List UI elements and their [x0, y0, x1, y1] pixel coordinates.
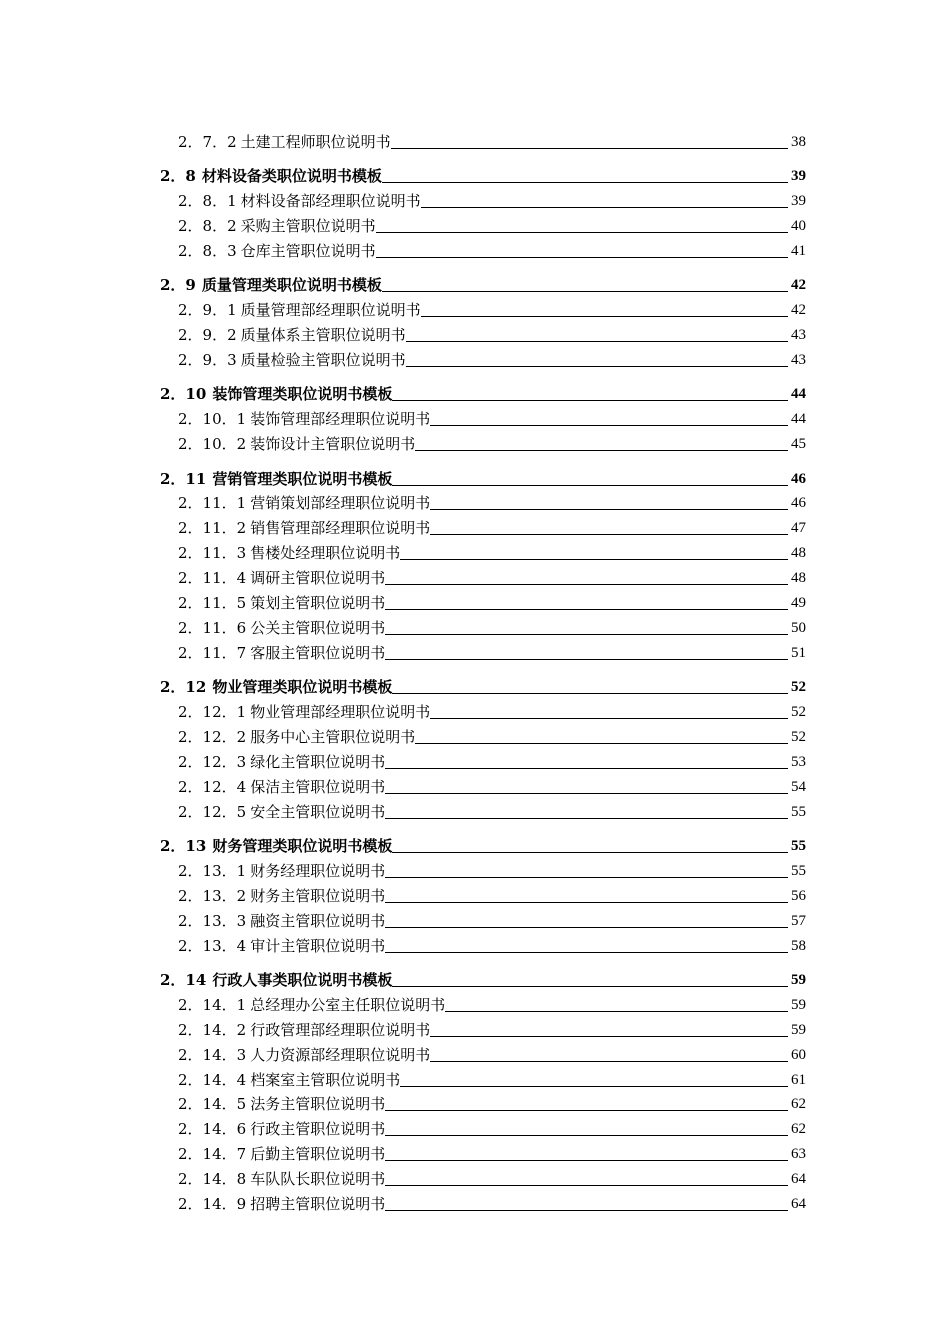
toc-entry-title: 质量管理部经理职位说明书 [240, 301, 421, 320]
toc-entry-number: 2．14．2 [178, 1020, 247, 1039]
toc-subsection-entry[interactable] [160, 319, 806, 344]
toc-entry-number: 2．8．1 [178, 192, 237, 211]
toc-entry-title: 档案室主管职位说明书 [250, 1070, 401, 1089]
toc-leader-line [430, 533, 788, 535]
toc-leader-line [421, 315, 788, 317]
toc-leader-line [385, 583, 788, 585]
toc-subsection-entry[interactable] [160, 488, 806, 513]
toc-entry-title: 行政管理部经理职位说明书 [250, 1020, 431, 1039]
toc-entry-title: 物业管理部经理职位说明书 [250, 703, 431, 722]
toc-entry-title: 质量检验主管职位说明书 [240, 351, 406, 370]
toc-entry-number: 2．14．6 [178, 1120, 247, 1139]
toc-entry-title: 销售管理部经理职位说明书 [250, 519, 431, 538]
toc-leader-line [382, 290, 788, 292]
toc-leader-line [430, 717, 788, 719]
toc-entry-page-number: 47 [791, 520, 806, 537]
toc-leader-line [385, 876, 788, 878]
toc-entry-number: 2．8．3 [178, 241, 237, 260]
toc-entry-page-number: 55 [791, 862, 806, 879]
toc-leader-line [415, 742, 788, 744]
toc-leader-line [385, 951, 788, 953]
toc-leader-line [385, 926, 788, 928]
toc-entry-number: 2．11 [160, 469, 207, 488]
toc-entry-page-number: 63 [791, 1146, 806, 1163]
toc-leader-line [391, 147, 788, 149]
toc-entry-page-number: 52 [791, 679, 806, 696]
toc-entry-number: 2．10 [160, 385, 207, 404]
toc-leader-line [385, 767, 788, 769]
toc-entry-number: 2．12．3 [178, 752, 247, 771]
toc-leader-line [392, 399, 788, 401]
toc-section-entry[interactable] [160, 160, 806, 185]
toc-entry-title: 装饰管理部经理职位说明书 [250, 410, 431, 429]
toc-entry-number: 2．14．1 [178, 995, 247, 1014]
toc-entry-page-number: 59 [791, 972, 806, 988]
toc-entry-page-number: 38 [791, 133, 806, 150]
toc-subsection-entry[interactable] [160, 1163, 806, 1188]
toc-entry-title: 客服主管职位说明书 [250, 643, 386, 662]
toc-leader-line [400, 1085, 788, 1087]
toc-leader-line [392, 692, 788, 694]
toc-entry-page-number: 46 [791, 495, 806, 512]
toc-entry-number: 2．14．3 [178, 1045, 247, 1064]
toc-subsection-entry[interactable] [160, 696, 806, 721]
toc-entry-page-number: 46 [791, 470, 806, 487]
toc-subsection-entry[interactable] [160, 537, 806, 562]
toc-entry-page-number: 56 [791, 887, 806, 904]
toc-subsection-entry[interactable] [160, 185, 806, 210]
toc-leader-line [385, 658, 788, 660]
toc-subsection-entry[interactable] [160, 562, 806, 587]
toc-entry-page-number: 45 [791, 436, 806, 453]
toc-entry-page-number: 54 [791, 778, 806, 795]
toc-leader-line [385, 1159, 788, 1161]
toc-subsection-entry[interactable] [160, 771, 806, 796]
toc-leader-line [385, 1184, 788, 1186]
toc-entry-title: 售楼处经理职位说明书 [250, 544, 401, 563]
toc-leader-line [400, 558, 788, 560]
toc-subsection-entry[interactable] [160, 1014, 806, 1039]
toc-entry-title: 绿化主管职位说明书 [250, 752, 386, 771]
toc-section-entry[interactable] [160, 671, 806, 696]
toc-entry-title: 仓库主管职位说明书 [240, 241, 376, 260]
toc-subsection-entry[interactable] [160, 721, 806, 746]
toc-entry-title: 融资主管职位说明书 [250, 911, 386, 930]
toc-leader-line [392, 484, 788, 486]
toc-entry-page-number: 59 [791, 996, 806, 1013]
toc-entry-number: 2．14．9 [178, 1195, 247, 1214]
toc-leader-line [385, 792, 788, 794]
toc-entry-title: 行政人事类职位说明书模板 [212, 971, 393, 989]
toc-entry-title: 装饰设计主管职位说明书 [250, 435, 416, 454]
toc-entry-title: 车队队长职位说明书 [250, 1170, 386, 1189]
toc-leader-line [385, 1109, 788, 1111]
toc-entry-page-number: 42 [791, 277, 806, 294]
toc-leader-line [385, 901, 788, 903]
toc-leader-line [376, 256, 788, 258]
toc-entry-number: 2．13．3 [178, 911, 247, 930]
toc-leader-line [376, 231, 788, 233]
toc-leader-line [430, 1035, 788, 1037]
toc-leader-line [392, 851, 788, 853]
toc-entry-title: 人力资源部经理职位说明书 [250, 1045, 431, 1064]
toc-subsection-entry[interactable] [160, 587, 806, 612]
toc-entry-title: 营销管理类职位说明书模板 [212, 469, 393, 488]
toc-entry-title: 安全主管职位说明书 [250, 802, 386, 821]
toc-entry-number: 2．8 [160, 167, 196, 186]
toc-leader-line [406, 365, 788, 367]
toc-leader-line [382, 181, 788, 183]
toc-entry-page-number: 43 [791, 352, 806, 369]
toc-subsection-entry[interactable] [160, 905, 806, 930]
toc-entry-page-number: 55 [791, 838, 806, 855]
toc-entry-number: 2．13．4 [178, 936, 247, 955]
toc-entry-number: 2．13 [160, 837, 207, 856]
toc-entry-number: 2．14 [160, 971, 207, 989]
toc-entry-page-number: 40 [791, 218, 806, 235]
toc-leader-line [385, 608, 788, 610]
toc-entry-title: 材料设备部经理职位说明书 [240, 192, 421, 211]
toc-entry-number: 2．12 [160, 678, 207, 697]
toc-entry-page-number: 42 [791, 302, 806, 319]
toc-entry-page-number: 48 [791, 545, 806, 562]
toc-entry-number: 2．12．2 [178, 727, 247, 746]
toc-entry-page-number: 49 [791, 595, 806, 612]
toc-entry-title: 法务主管职位说明书 [250, 1095, 386, 1114]
toc-entry-title: 质量管理类职位说明书模板 [201, 276, 382, 295]
toc-entry-title: 装饰管理类职位说明书模板 [212, 385, 393, 404]
toc-entry-number: 2．11．3 [178, 544, 247, 563]
toc-entry-title: 策划主管职位说明书 [250, 594, 386, 613]
toc-section-entry[interactable] [160, 379, 806, 404]
toc-section-entry[interactable] [160, 269, 806, 294]
toc-subsection-entry[interactable] [160, 512, 806, 537]
toc-leader-line [385, 1134, 788, 1136]
toc-section-entry[interactable] [160, 463, 806, 488]
toc-entry-number: 2．11．4 [178, 569, 247, 588]
toc-entry-number: 2．14．4 [178, 1070, 247, 1089]
toc-entry-title: 财务主管职位说明书 [250, 886, 386, 905]
toc-entry-title: 总经理办公室主任职位说明书 [250, 995, 446, 1014]
toc-entry-page-number: 57 [791, 912, 806, 929]
toc-entry-number: 2．11．7 [178, 643, 247, 662]
toc-entry-title: 审计主管职位说明书 [250, 936, 386, 955]
toc-entry-number: 2．11．5 [178, 594, 247, 613]
toc-subsection-entry[interactable] [160, 428, 806, 453]
toc-entry-page-number: 55 [791, 803, 806, 820]
toc-subsection-entry[interactable] [160, 1113, 806, 1138]
toc-entry-page-number: 39 [791, 168, 806, 185]
toc-subsection-entry[interactable] [160, 210, 806, 235]
toc-subsection-entry[interactable] [160, 796, 806, 821]
toc-leader-line [415, 449, 788, 451]
toc-leader-line [421, 206, 788, 208]
toc-leader-line [385, 1209, 788, 1211]
toc-entry-page-number: 41 [791, 242, 806, 259]
toc-subsection-entry[interactable] [160, 1039, 806, 1064]
toc-entry-page-number: 50 [791, 619, 806, 636]
toc-entry-number: 2．11．6 [178, 618, 247, 637]
toc-section-entry[interactable] [160, 830, 806, 855]
toc-entry-number: 2．12．5 [178, 802, 247, 821]
toc-entry-title: 后勤主管职位说明书 [250, 1145, 386, 1164]
toc-entry-title: 材料设备类职位说明书模板 [201, 167, 382, 186]
table-of-contents [160, 126, 806, 1213]
toc-subsection-entry[interactable] [160, 855, 806, 880]
toc-entry-number: 2．13．1 [178, 861, 247, 880]
toc-subsection-entry[interactable] [160, 1064, 806, 1089]
toc-entry-number: 2．9．1 [178, 301, 237, 320]
toc-entry-number: 2．14．7 [178, 1145, 247, 1164]
toc-entry-title: 调研主管职位说明书 [250, 569, 386, 588]
toc-subsection-entry[interactable] [160, 1188, 806, 1213]
toc-entry-number: 2．7．2 [178, 132, 237, 151]
toc-entry-title: 土建工程师职位说明书 [240, 132, 391, 151]
toc-entry-number: 2．10．2 [178, 435, 247, 454]
toc-subsection-entry[interactable] [160, 235, 806, 260]
toc-entry-page-number: 62 [791, 1121, 806, 1138]
toc-entry-page-number: 48 [791, 570, 806, 587]
toc-section-entry[interactable] [160, 964, 806, 989]
toc-entry-number: 2．12．4 [178, 777, 247, 796]
toc-entry-page-number: 64 [791, 1171, 806, 1188]
toc-leader-line [385, 633, 788, 635]
toc-entry-number: 2．9．2 [178, 326, 237, 345]
toc-entry-number: 2．8．2 [178, 217, 237, 236]
toc-entry-number: 2．11．2 [178, 519, 247, 538]
toc-subsection-entry[interactable] [160, 880, 806, 905]
toc-subsection-entry[interactable] [160, 1089, 806, 1114]
toc-entry-title: 招聘主管职位说明书 [250, 1195, 386, 1214]
toc-entry-page-number: 52 [791, 728, 806, 745]
toc-entry-page-number: 64 [791, 1196, 806, 1213]
toc-entry-page-number: 62 [791, 1096, 806, 1113]
toc-entry-title: 营销策划部经理职位说明书 [250, 494, 431, 513]
toc-subsection-entry[interactable] [160, 612, 806, 637]
toc-leader-line [430, 508, 788, 510]
toc-subsection-entry[interactable] [160, 126, 806, 151]
toc-entry-number: 2．14．5 [178, 1095, 247, 1114]
toc-subsection-entry[interactable] [160, 344, 806, 369]
toc-entry-number: 2．9 [160, 276, 196, 295]
toc-entry-number: 2．14．8 [178, 1170, 247, 1189]
toc-subsection-entry[interactable] [160, 1138, 806, 1163]
toc-entry-page-number: 43 [791, 327, 806, 344]
toc-entry-title: 行政主管职位说明书 [250, 1120, 386, 1139]
toc-entry-number: 2．12．1 [178, 703, 247, 722]
toc-leader-line [445, 1010, 788, 1012]
toc-subsection-entry[interactable] [160, 746, 806, 771]
toc-entry-page-number: 44 [791, 386, 806, 403]
toc-entry-number: 2．11．1 [178, 494, 247, 513]
toc-entry-page-number: 52 [791, 704, 806, 721]
toc-entry-title: 质量体系主管职位说明书 [240, 326, 406, 345]
toc-entry-title: 财务管理类职位说明书模板 [212, 837, 393, 856]
toc-subsection-entry[interactable] [160, 989, 806, 1014]
toc-entry-title: 采购主管职位说明书 [240, 217, 376, 236]
toc-leader-line [385, 817, 788, 819]
toc-entry-page-number: 44 [791, 411, 806, 428]
toc-entry-title: 服务中心主管职位说明书 [250, 727, 416, 746]
toc-subsection-entry[interactable] [160, 930, 806, 955]
toc-entry-number: 2．10．1 [178, 410, 247, 429]
toc-subsection-entry[interactable] [160, 637, 806, 662]
toc-subsection-entry[interactable] [160, 403, 806, 428]
toc-entry-number: 2．9．3 [178, 351, 237, 370]
toc-entry-page-number: 59 [791, 1021, 806, 1038]
toc-entry-title: 保洁主管职位说明书 [250, 777, 386, 796]
toc-entry-title: 财务经理职位说明书 [250, 861, 386, 880]
toc-entry-page-number: 58 [791, 937, 806, 954]
toc-entry-title: 物业管理类职位说明书模板 [212, 678, 393, 697]
toc-leader-line [392, 985, 788, 987]
toc-entry-page-number: 51 [791, 644, 806, 661]
toc-entry-page-number: 53 [791, 753, 806, 770]
toc-entry-page-number: 60 [791, 1046, 806, 1063]
toc-leader-line [430, 424, 788, 426]
toc-entry-page-number: 61 [791, 1071, 806, 1088]
toc-entry-page-number: 39 [791, 193, 806, 210]
toc-entry-title: 公关主管职位说明书 [250, 618, 386, 637]
toc-leader-line [430, 1060, 788, 1062]
toc-leader-line [406, 340, 788, 342]
toc-entry-number: 2．13．2 [178, 886, 247, 905]
toc-subsection-entry[interactable] [160, 294, 806, 319]
